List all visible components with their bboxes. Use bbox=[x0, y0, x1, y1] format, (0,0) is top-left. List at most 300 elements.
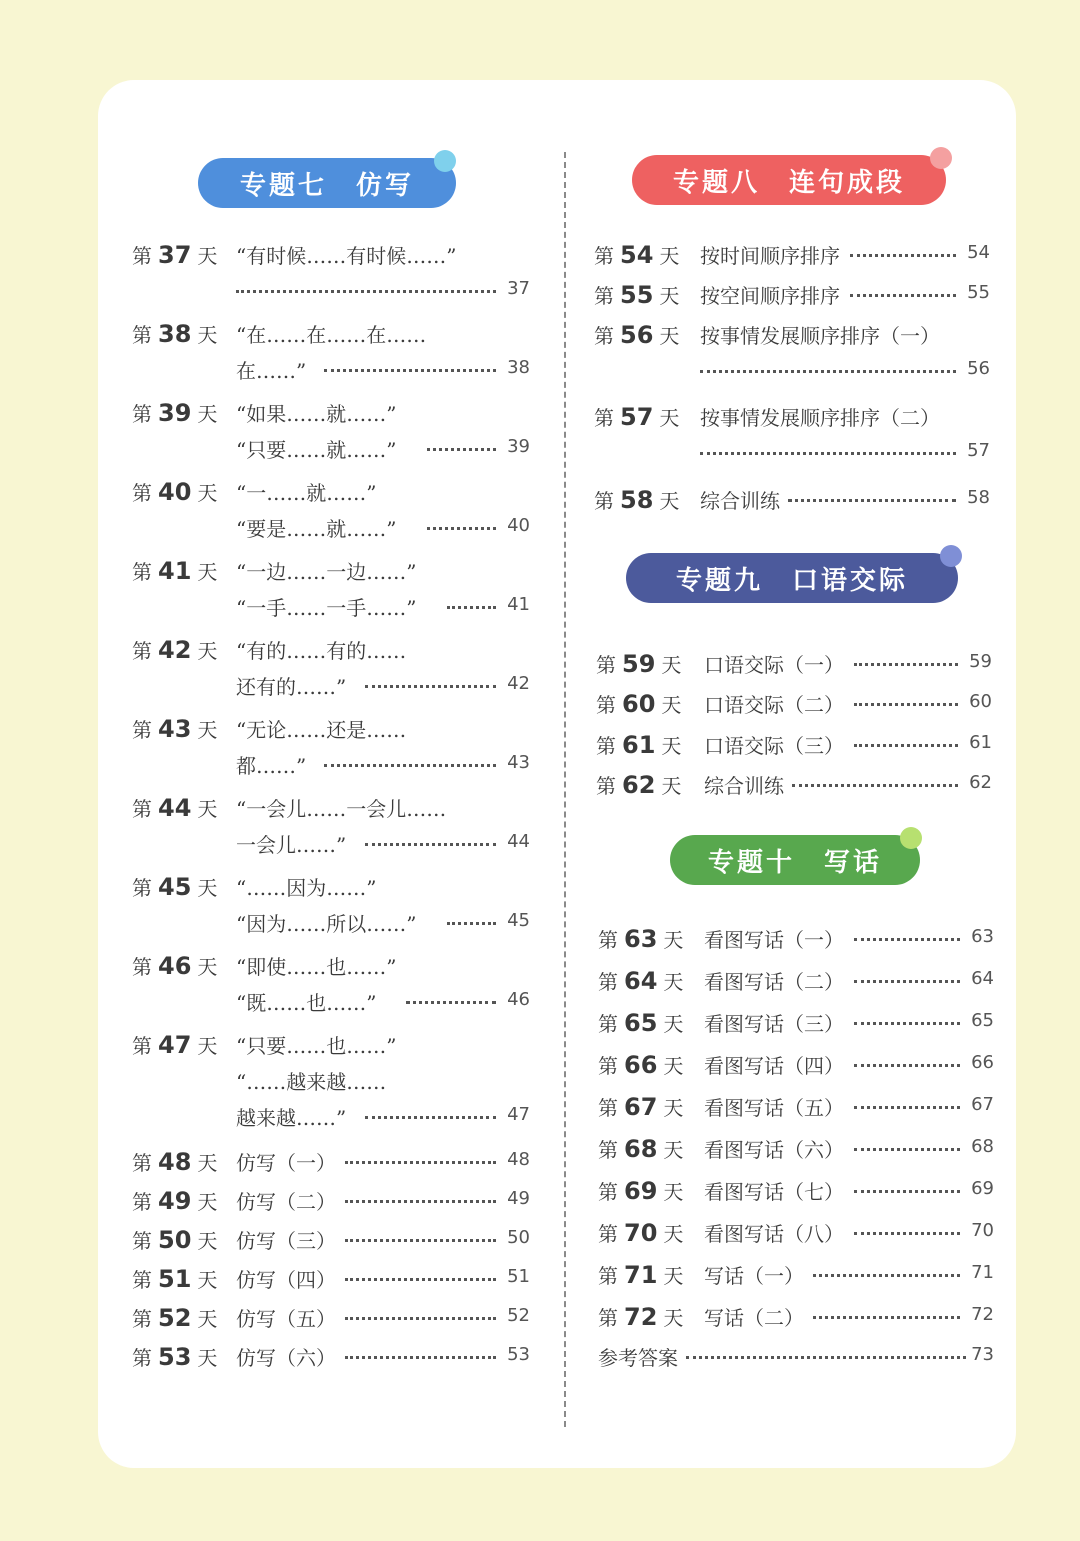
day-prefix: 第 bbox=[596, 774, 616, 798]
day-prefix: 第 bbox=[132, 481, 152, 505]
day-label bbox=[132, 1147, 217, 1176]
day-number: 69 bbox=[624, 1177, 658, 1205]
day-suffix: 天 bbox=[659, 244, 680, 268]
day-suffix: 天 bbox=[661, 734, 682, 758]
day-label bbox=[598, 1302, 683, 1331]
page-number: 50 bbox=[507, 1227, 530, 1248]
toc-entry-day-38[interactable] bbox=[132, 319, 530, 391]
day-label bbox=[596, 730, 681, 759]
day-prefix: 第 bbox=[598, 1264, 618, 1288]
entry-title-line: 按时间顺序排序 bbox=[700, 244, 840, 268]
day-number: 61 bbox=[622, 731, 656, 759]
day-label bbox=[132, 872, 217, 901]
day-number: 56 bbox=[620, 321, 654, 349]
leader-dots bbox=[854, 938, 961, 941]
day-prefix: 第 bbox=[596, 734, 616, 758]
day-suffix: 天 bbox=[663, 970, 684, 994]
day-suffix: 天 bbox=[197, 244, 218, 268]
toc-entry-day-67[interactable] bbox=[598, 1092, 994, 1128]
page-number: 57 bbox=[967, 440, 990, 461]
entry-title-line: “在……在……在…… bbox=[236, 323, 427, 347]
day-suffix: 天 bbox=[663, 1054, 684, 1078]
day-suffix: 天 bbox=[663, 1012, 684, 1036]
page-number: 53 bbox=[507, 1344, 530, 1365]
toc-entry-day-44[interactable] bbox=[132, 793, 530, 865]
section-9-banner bbox=[626, 553, 958, 603]
page-number: 41 bbox=[507, 594, 530, 615]
day-prefix: 第 bbox=[594, 406, 614, 430]
leader-dots bbox=[854, 1232, 961, 1235]
page-number: 62 bbox=[969, 772, 992, 793]
toc-entry-day-50[interactable] bbox=[132, 1225, 530, 1261]
page-number: 58 bbox=[967, 487, 990, 508]
page-number: 38 bbox=[507, 357, 530, 378]
leader-dots bbox=[236, 290, 496, 293]
toc-entry-day-54[interactable] bbox=[594, 240, 990, 276]
section-10-title: 专题十 写话 bbox=[707, 847, 882, 878]
entry-title-line: 看图写话（三） bbox=[704, 1012, 844, 1036]
day-prefix: 第 bbox=[598, 1012, 618, 1036]
leader-dots bbox=[854, 663, 959, 666]
day-number: 57 bbox=[620, 403, 654, 431]
day-number: 55 bbox=[620, 281, 654, 309]
entry-title-line: 口语交际（一） bbox=[704, 653, 844, 677]
leader-dots bbox=[365, 843, 496, 846]
page-number: 52 bbox=[507, 1305, 530, 1326]
toc-entry-day-68[interactable] bbox=[598, 1134, 994, 1170]
page-number: 60 bbox=[969, 691, 992, 712]
page-number: 44 bbox=[507, 831, 530, 852]
day-label bbox=[132, 1030, 217, 1059]
day-suffix: 天 bbox=[197, 876, 218, 900]
toc-entry-day-40[interactable] bbox=[132, 477, 530, 549]
toc-entry-day-52[interactable] bbox=[132, 1303, 530, 1339]
day-number: 43 bbox=[158, 715, 192, 743]
day-number: 52 bbox=[158, 1304, 192, 1332]
toc-entry-day-39[interactable] bbox=[132, 398, 530, 470]
day-label bbox=[594, 485, 679, 514]
section-8-banner bbox=[632, 155, 946, 205]
day-suffix: 天 bbox=[663, 1306, 684, 1330]
toc-entry-day-55[interactable] bbox=[594, 280, 990, 316]
page-number: 37 bbox=[507, 278, 530, 299]
day-prefix: 第 bbox=[132, 876, 152, 900]
toc-entry-day-46[interactable] bbox=[132, 951, 530, 1023]
day-suffix: 天 bbox=[197, 560, 218, 584]
entry-title-line: 一会儿……” bbox=[236, 833, 347, 857]
entry-title-line: “如果……就……” bbox=[236, 402, 397, 426]
day-prefix: 第 bbox=[132, 955, 152, 979]
day-number: 59 bbox=[622, 650, 656, 678]
toc-entry-day-48[interactable] bbox=[132, 1147, 530, 1183]
toc-entry-day-70[interactable] bbox=[598, 1218, 994, 1254]
entry-title-line: “要是……就……” bbox=[236, 517, 397, 541]
day-prefix: 第 bbox=[598, 1138, 618, 1162]
day-suffix: 天 bbox=[663, 928, 684, 952]
leader-dots bbox=[854, 1022, 961, 1025]
day-suffix: 天 bbox=[197, 1034, 218, 1058]
day-number: 63 bbox=[624, 925, 658, 953]
day-number: 45 bbox=[158, 873, 192, 901]
day-suffix: 天 bbox=[661, 653, 682, 677]
leader-dots bbox=[850, 254, 957, 257]
page-number: 43 bbox=[507, 752, 530, 773]
day-suffix: 天 bbox=[197, 1268, 218, 1292]
day-suffix: 天 bbox=[197, 797, 218, 821]
entry-title-line: 仿写（四） bbox=[236, 1268, 336, 1292]
day-label bbox=[596, 770, 681, 799]
day-prefix: 第 bbox=[598, 970, 618, 994]
leader-dots bbox=[788, 499, 956, 502]
day-suffix: 天 bbox=[661, 693, 682, 717]
section-8-title: 专题八 连句成段 bbox=[672, 167, 905, 198]
day-prefix: 第 bbox=[132, 1268, 152, 1292]
page-number: 63 bbox=[971, 926, 994, 947]
day-label bbox=[598, 1176, 683, 1205]
day-label bbox=[598, 1050, 683, 1079]
day-label bbox=[132, 556, 217, 585]
day-prefix: 第 bbox=[132, 560, 152, 584]
day-label bbox=[132, 951, 217, 980]
entry-title-line: “只要……也……” bbox=[236, 1034, 397, 1058]
page-number: 65 bbox=[971, 1010, 994, 1031]
page-number: 70 bbox=[971, 1220, 994, 1241]
entry-title-line: 综合训练 bbox=[700, 489, 780, 513]
day-number: 48 bbox=[158, 1148, 192, 1176]
entry-title-line: “……越来越…… bbox=[236, 1070, 387, 1094]
day-label bbox=[132, 398, 217, 427]
day-label bbox=[598, 1218, 683, 1247]
day-prefix: 第 bbox=[132, 402, 152, 426]
toc-entry-day-57[interactable] bbox=[594, 402, 990, 474]
day-label bbox=[594, 280, 679, 309]
leader-dots bbox=[324, 764, 496, 767]
entry-title-line: “……因为……” bbox=[236, 876, 377, 900]
day-prefix: 第 bbox=[132, 1307, 152, 1331]
entry-title-line: 写话（一） bbox=[704, 1264, 804, 1288]
day-label bbox=[132, 635, 217, 664]
day-number: 41 bbox=[158, 557, 192, 585]
leader-dots bbox=[447, 922, 496, 925]
toc-entry-day-53[interactable] bbox=[132, 1342, 530, 1378]
day-number: 53 bbox=[158, 1343, 192, 1371]
day-label bbox=[132, 1264, 217, 1293]
entry-title-line: “既……也……” bbox=[236, 991, 377, 1015]
section-7-banner bbox=[198, 158, 456, 208]
day-label bbox=[132, 1186, 217, 1215]
day-prefix: 第 bbox=[596, 653, 616, 677]
entry-title-line: 在……” bbox=[236, 359, 307, 383]
day-number: 51 bbox=[158, 1265, 192, 1293]
day-prefix: 第 bbox=[598, 1180, 618, 1204]
leader-dots bbox=[345, 1356, 497, 1359]
day-prefix: 第 bbox=[598, 1306, 618, 1330]
banner-dot-icon bbox=[930, 147, 952, 169]
day-suffix: 天 bbox=[197, 1307, 218, 1331]
page-number: 45 bbox=[507, 910, 530, 931]
page-number: 49 bbox=[507, 1188, 530, 1209]
day-label bbox=[132, 240, 217, 269]
leader-dots bbox=[854, 980, 961, 983]
day-suffix: 天 bbox=[197, 402, 218, 426]
entry-title-line: 按事情发展顺序排序（一） bbox=[700, 324, 940, 348]
toc-entry-day-66[interactable] bbox=[598, 1050, 994, 1086]
leader-dots bbox=[850, 294, 957, 297]
day-label bbox=[598, 924, 683, 953]
day-label bbox=[594, 320, 679, 349]
toc-entry-day-42[interactable] bbox=[132, 635, 530, 707]
page-number: 64 bbox=[971, 968, 994, 989]
entry-title-line: “因为……所以……” bbox=[236, 912, 417, 936]
leader-dots bbox=[345, 1200, 497, 1203]
toc-entry-day-56[interactable] bbox=[594, 320, 990, 392]
banner-dot-icon bbox=[900, 827, 922, 849]
day-label bbox=[598, 1008, 683, 1037]
day-suffix: 天 bbox=[663, 1138, 684, 1162]
day-prefix: 第 bbox=[132, 1151, 152, 1175]
leader-dots bbox=[686, 1356, 966, 1359]
toc-entry-day-62[interactable] bbox=[596, 770, 992, 806]
entry-title-line: 还有的……” bbox=[236, 675, 347, 699]
toc-entry-day-63[interactable] bbox=[598, 924, 994, 960]
entry-title-line: “只要……就……” bbox=[236, 438, 397, 462]
entry-title-line: “即使……也……” bbox=[236, 955, 397, 979]
page-number: 68 bbox=[971, 1136, 994, 1157]
entry-title-line: 越来越……” bbox=[236, 1106, 347, 1130]
entry-title-line: 按事情发展顺序排序（二） bbox=[700, 406, 940, 430]
day-label bbox=[596, 649, 681, 678]
day-label bbox=[598, 1092, 683, 1121]
column-divider bbox=[564, 152, 566, 1427]
entry-title-line: 看图写话（八） bbox=[704, 1222, 844, 1246]
day-prefix: 第 bbox=[598, 928, 618, 952]
day-prefix: 第 bbox=[132, 244, 152, 268]
banner-dot-icon bbox=[940, 545, 962, 567]
page-number: 71 bbox=[971, 1262, 994, 1283]
leader-dots bbox=[324, 369, 496, 372]
leader-dots bbox=[427, 448, 497, 451]
day-number: 42 bbox=[158, 636, 192, 664]
day-prefix: 第 bbox=[132, 1034, 152, 1058]
day-number: 40 bbox=[158, 478, 192, 506]
page-number: 51 bbox=[507, 1266, 530, 1287]
day-label bbox=[598, 966, 683, 995]
day-suffix: 天 bbox=[659, 406, 680, 430]
leader-dots bbox=[854, 1064, 961, 1067]
leader-dots bbox=[854, 1148, 961, 1151]
entry-title-line: 仿写（一） bbox=[236, 1151, 336, 1175]
toc-entry-day-58[interactable] bbox=[594, 485, 990, 521]
day-prefix: 第 bbox=[132, 1346, 152, 1370]
day-prefix: 第 bbox=[594, 489, 614, 513]
day-suffix: 天 bbox=[197, 1229, 218, 1253]
entry-title-line: 看图写话（一） bbox=[704, 928, 844, 952]
entry-title-line: 看图写话（五） bbox=[704, 1096, 844, 1120]
entry-title-line: “一手……一手……” bbox=[236, 596, 417, 620]
leader-dots bbox=[345, 1317, 497, 1320]
day-suffix: 天 bbox=[659, 489, 680, 513]
page-number: 66 bbox=[971, 1052, 994, 1073]
leader-dots bbox=[365, 1116, 496, 1119]
day-label bbox=[594, 240, 679, 269]
banner-dot-icon bbox=[434, 150, 456, 172]
toc-entry-day-60[interactable] bbox=[596, 689, 992, 725]
day-number: 62 bbox=[622, 771, 656, 799]
day-prefix: 第 bbox=[594, 324, 614, 348]
toc-entry-day-71[interactable] bbox=[598, 1260, 994, 1296]
leader-dots bbox=[345, 1278, 497, 1281]
day-number: 66 bbox=[624, 1051, 658, 1079]
day-suffix: 天 bbox=[197, 1190, 218, 1214]
leader-dots bbox=[345, 1239, 497, 1242]
day-number: 46 bbox=[158, 952, 192, 980]
day-suffix: 天 bbox=[663, 1180, 684, 1204]
day-number: 37 bbox=[158, 241, 192, 269]
day-suffix: 天 bbox=[659, 284, 680, 308]
leader-dots bbox=[447, 606, 496, 609]
answers-entry[interactable] bbox=[598, 1342, 994, 1372]
day-prefix: 第 bbox=[598, 1054, 618, 1078]
day-suffix: 天 bbox=[663, 1222, 684, 1246]
day-number: 71 bbox=[624, 1261, 658, 1289]
day-label bbox=[132, 477, 217, 506]
toc-entry-day-69[interactable] bbox=[598, 1176, 994, 1212]
entry-title-line: 口语交际（二） bbox=[704, 693, 844, 717]
page-number: 72 bbox=[971, 1304, 994, 1325]
page-number: 69 bbox=[971, 1178, 994, 1199]
day-prefix: 第 bbox=[594, 244, 614, 268]
toc-entry-day-61[interactable] bbox=[596, 730, 992, 766]
day-label bbox=[132, 1225, 217, 1254]
entry-title-line: 看图写话（七） bbox=[704, 1180, 844, 1204]
day-number: 49 bbox=[158, 1187, 192, 1215]
day-prefix: 第 bbox=[132, 639, 152, 663]
leader-dots bbox=[700, 452, 956, 455]
toc-entry-day-43[interactable] bbox=[132, 714, 530, 786]
entry-title-line: “一……就……” bbox=[236, 481, 377, 505]
day-suffix: 天 bbox=[659, 324, 680, 348]
leader-dots bbox=[813, 1316, 961, 1319]
entry-title-line: 仿写（五） bbox=[236, 1307, 336, 1331]
entry-title-line: 写话（二） bbox=[704, 1306, 804, 1330]
toc-entry-day-64[interactable] bbox=[598, 966, 994, 1002]
day-suffix: 天 bbox=[661, 774, 682, 798]
entry-title-line: 看图写话（六） bbox=[704, 1138, 844, 1162]
answers-label: 参考答案 bbox=[598, 1346, 678, 1370]
day-suffix: 天 bbox=[197, 639, 218, 663]
entry-title-line: 都……” bbox=[236, 754, 307, 778]
day-number: 60 bbox=[622, 690, 656, 718]
page-number: 47 bbox=[507, 1104, 530, 1125]
day-prefix: 第 bbox=[596, 693, 616, 717]
day-number: 44 bbox=[158, 794, 192, 822]
entry-title-line: 按空间顺序排序 bbox=[700, 284, 840, 308]
leader-dots bbox=[792, 784, 958, 787]
day-label bbox=[132, 714, 217, 743]
page-number: 56 bbox=[967, 358, 990, 379]
leader-dots bbox=[427, 527, 497, 530]
entry-title-line: 综合训练 bbox=[704, 774, 784, 798]
day-number: 65 bbox=[624, 1009, 658, 1037]
toc-entry-day-37[interactable] bbox=[132, 240, 530, 312]
toc-entry-day-49[interactable] bbox=[132, 1186, 530, 1222]
day-number: 67 bbox=[624, 1093, 658, 1121]
day-prefix: 第 bbox=[132, 1190, 152, 1214]
entry-title-line: 仿写（二） bbox=[236, 1190, 336, 1214]
toc-entry-day-51[interactable] bbox=[132, 1264, 530, 1300]
day-prefix: 第 bbox=[132, 1229, 152, 1253]
day-label bbox=[132, 1342, 217, 1371]
day-label bbox=[594, 402, 679, 431]
day-prefix: 第 bbox=[598, 1096, 618, 1120]
entry-title-line: 仿写（三） bbox=[236, 1229, 336, 1253]
day-prefix: 第 bbox=[132, 718, 152, 742]
entry-title-line: 口语交际（三） bbox=[704, 734, 844, 758]
page-number: 54 bbox=[967, 242, 990, 263]
day-suffix: 天 bbox=[663, 1264, 684, 1288]
day-number: 47 bbox=[158, 1031, 192, 1059]
entry-title-line: “一会儿……一会儿…… bbox=[236, 797, 447, 821]
section-7-title: 专题七 仿写 bbox=[239, 170, 414, 201]
toc-entry-day-47[interactable] bbox=[132, 1030, 530, 1138]
day-number: 54 bbox=[620, 241, 654, 269]
day-suffix: 天 bbox=[197, 955, 218, 979]
page-number: 40 bbox=[507, 515, 530, 536]
page-number: 55 bbox=[967, 282, 990, 303]
day-number: 50 bbox=[158, 1226, 192, 1254]
entry-title-line: 看图写话（四） bbox=[704, 1054, 844, 1078]
toc-entry-day-41[interactable] bbox=[132, 556, 530, 628]
page-number: 61 bbox=[969, 732, 992, 753]
toc-entry-day-65[interactable] bbox=[598, 1008, 994, 1044]
leader-dots bbox=[345, 1161, 497, 1164]
day-number: 38 bbox=[158, 320, 192, 348]
day-label bbox=[598, 1134, 683, 1163]
day-label bbox=[132, 793, 217, 822]
entry-title-line: “有的……有的…… bbox=[236, 639, 407, 663]
page-number: 42 bbox=[507, 673, 530, 694]
entry-title-line: “无论……还是…… bbox=[236, 718, 407, 742]
toc-entry-day-59[interactable] bbox=[596, 649, 992, 685]
page-number: 59 bbox=[969, 651, 992, 672]
day-prefix: 第 bbox=[598, 1222, 618, 1246]
entry-title-line: 仿写（六） bbox=[236, 1346, 336, 1370]
day-label bbox=[598, 1260, 683, 1289]
leader-dots bbox=[406, 1001, 496, 1004]
day-prefix: 第 bbox=[132, 323, 152, 347]
day-label bbox=[132, 1303, 217, 1332]
day-suffix: 天 bbox=[663, 1096, 684, 1120]
page-number: 67 bbox=[971, 1094, 994, 1115]
toc-entry-day-45[interactable] bbox=[132, 872, 530, 944]
entry-title-line: “一边……一边……” bbox=[236, 560, 417, 584]
day-number: 70 bbox=[624, 1219, 658, 1247]
page-number: 39 bbox=[507, 436, 530, 457]
toc-entry-day-72[interactable] bbox=[598, 1302, 994, 1338]
page-number: 46 bbox=[507, 989, 530, 1010]
day-suffix: 天 bbox=[197, 481, 218, 505]
leader-dots bbox=[854, 744, 959, 747]
entry-title-line: “有时候……有时候……” bbox=[236, 244, 457, 268]
day-suffix: 天 bbox=[197, 1346, 218, 1370]
leader-dots bbox=[365, 685, 496, 688]
day-label bbox=[132, 319, 217, 348]
page-number: 48 bbox=[507, 1149, 530, 1170]
answers-page: 73 bbox=[971, 1344, 994, 1365]
day-number: 72 bbox=[624, 1303, 658, 1331]
day-suffix: 天 bbox=[197, 718, 218, 742]
day-label bbox=[596, 689, 681, 718]
